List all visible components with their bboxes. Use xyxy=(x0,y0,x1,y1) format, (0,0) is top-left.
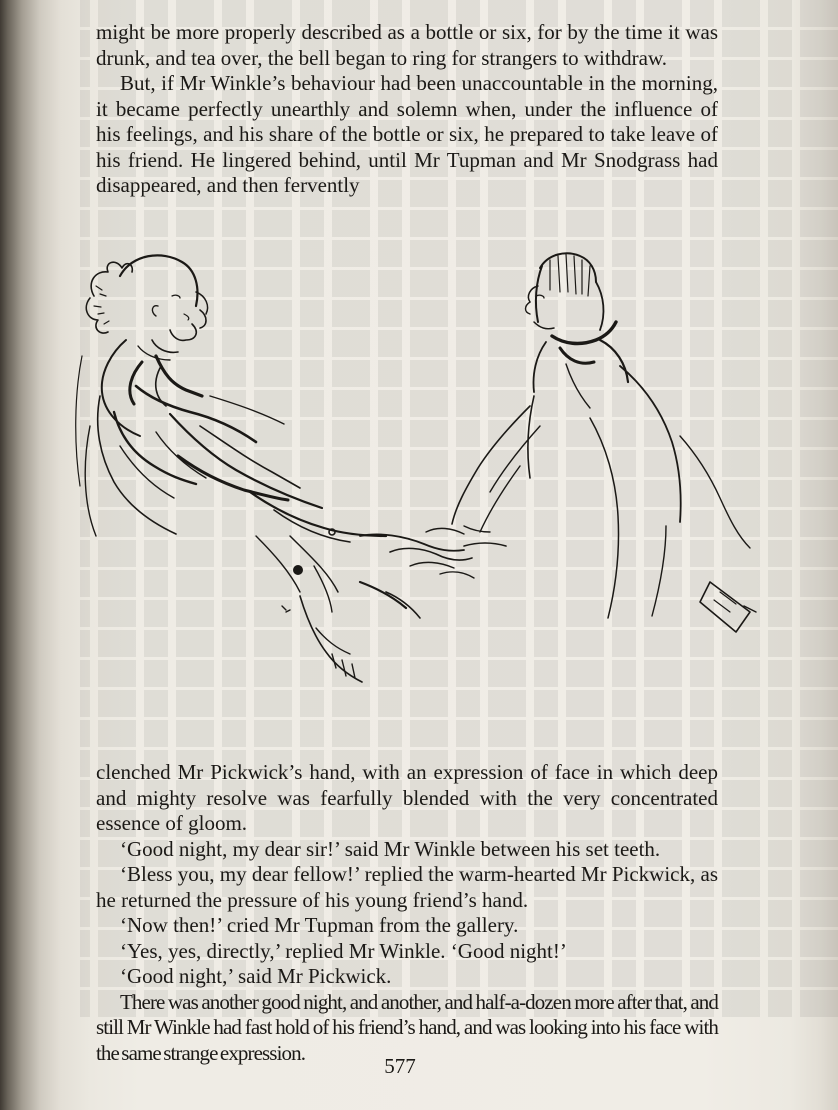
bottom-text-block xyxy=(96,760,718,1066)
paragraph-another-good-night: There was another good night, and another, and half-a-dozen more after that, and still Mr Winkle had fast hold of his friend’s hand, and was looking into his face with the same strange expression. xyxy=(96,989,718,1065)
paragraph-winkle-good-night: ‘Good night, my dear sir!’ said Mr Winkle between his set teeth. xyxy=(120,836,661,861)
paragraph-tupman-now-then: ‘Now then!’ cried Mr Tupman from the gallery. xyxy=(120,913,519,937)
paragraph-continuation: might be more properly described as a bottle or six, for by the time it was drunk, and tea over, the bell began to ring for strangers to withdraw. xyxy=(96,20,718,70)
page-number: 577 xyxy=(384,1054,416,1078)
paragraph-pickwick-bless-you: ‘Bless you, my dear fellow!’ replied the warm-hearted Mr Pickwick, as he returned the pressure of his young friend’s hand. xyxy=(96,862,718,912)
illustration-handshake xyxy=(60,236,780,736)
paragraph-clenched-hand: clenched Mr Pickwick’s hand, with an expression of face in which deep and mighty resolve was fearfully blended with the very concentrated essence of gloom. xyxy=(96,760,718,835)
pickwick-figure xyxy=(76,255,420,682)
paragraph-winkle-directly: ‘Yes, yes, directly,’ replied Mr Winkle. ‘Good night!’ xyxy=(120,938,567,963)
top-text-block xyxy=(96,20,718,199)
paragraph-pickwick-good-night: ‘Good night,’ said Mr Pickwick. xyxy=(120,964,392,988)
winkle-figure xyxy=(452,253,756,632)
paragraph-winkle-behaviour: But, if Mr Winkle’s behaviour had been unaccountable in the morning, it became perfectly unearthly and solemn when, under the influence of his feelings, and his share of the bottle or six, he prepared to take leave of his friend. He lingered behind, until Mr Tupman and Mr Snodgrass had disappeared, and then fervently xyxy=(96,71,718,197)
